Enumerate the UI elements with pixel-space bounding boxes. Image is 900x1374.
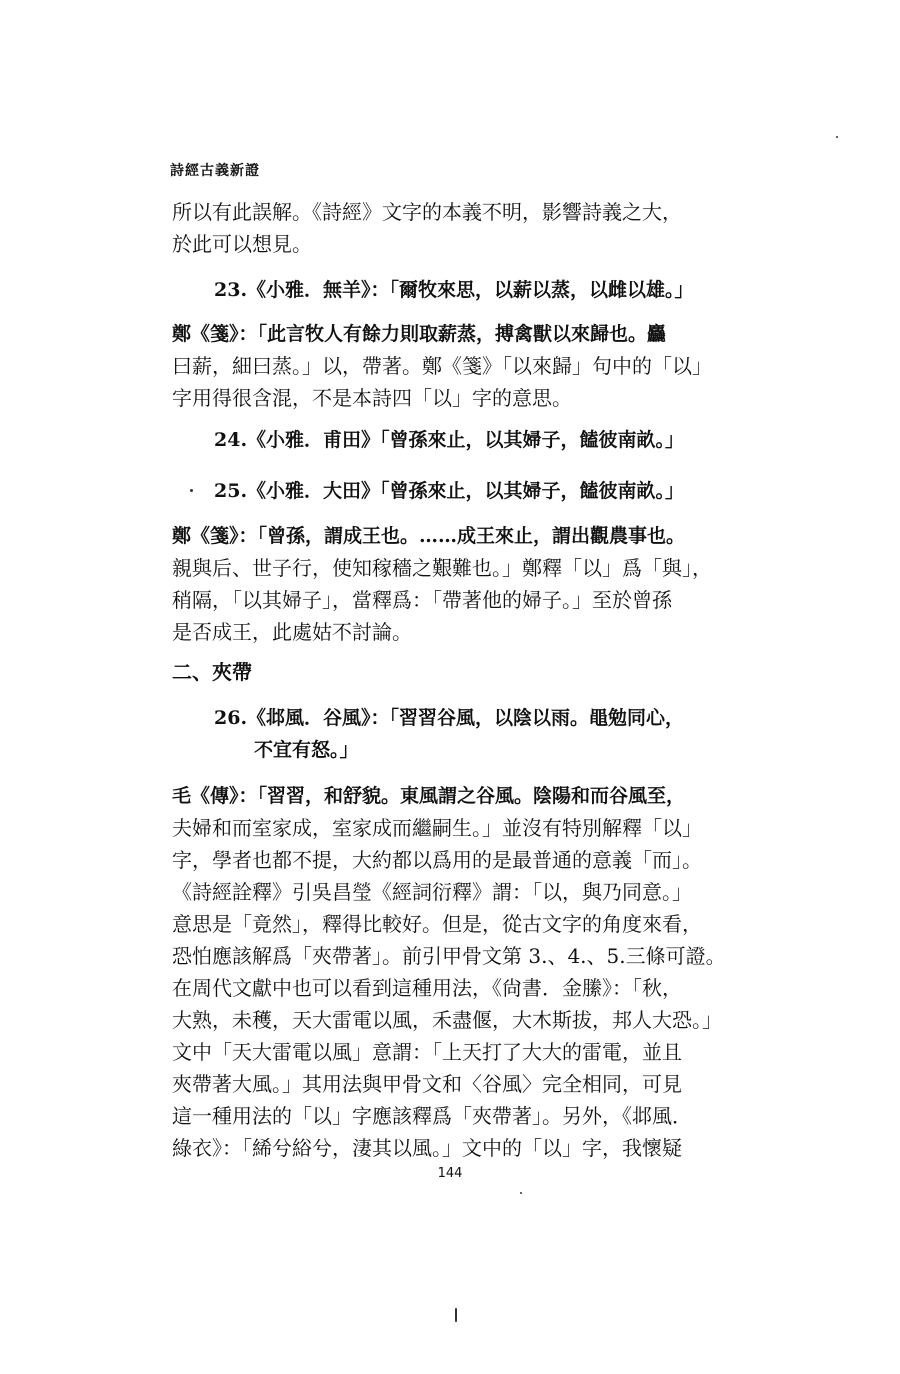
text-line: 夫婦和而室家成，室家成而繼嗣生。」並沒有特別解釋「以」	[172, 816, 702, 840]
text-line: 25.《小雅．大田》「曾孫來止，以其婦子，饁彼南畝。」	[214, 480, 685, 502]
text-line: 字，學者也都不提，大約都以爲用的是最普通的意義「而」。	[172, 848, 702, 872]
section-heading: 二、夾帶	[172, 660, 252, 684]
text-line: 曰薪，細曰蒸。」以，帶著。鄭《箋》「以來歸」句中的「以」	[172, 354, 712, 378]
text-line: 這一種用法的「以」字應該釋爲「夾帶著」。另外，《邶風．	[172, 1104, 692, 1128]
text-line: 稍隔，「以其婦子」，當釋爲：「帶著他的婦子。」至於曾孫	[172, 588, 672, 612]
text-line: 在周代文獻中也可以看到這種用法，《尙書．金縢》：「秋，	[172, 976, 682, 1000]
text-line: 恐怕應該解爲「夾帶著」。前引甲骨文第 3.、4.、5.三條可證。	[172, 944, 726, 968]
text-line: 23.《小雅．無羊》：「爾牧來思，以薪以蒸，以雌以雄。」	[214, 279, 694, 301]
text-line: 文中「天大雷電以風」意謂：「上天打了大大的雷電，並且	[172, 1040, 682, 1064]
paragraph-commentary-mao	[172, 780, 772, 1164]
text-line: 大熟，未穫，天大雷電以風，禾盡偃，大木斯拔，邦人大恐。」	[172, 1008, 722, 1032]
quotation-26	[214, 702, 774, 766]
text-line: 毛《傳》：「習習，和舒貌。東風謂之谷風。陰陽和而谷風至，	[172, 785, 686, 807]
text-line: 26.《邶風．谷風》：「習習谷風，以陰以雨。黽勉同心，	[214, 707, 685, 729]
text-line: 不宜有怒。」	[254, 739, 359, 761]
text-line: 24.《小雅．甫田》「曾孫來止，以其婦子，饁彼南畝。」	[214, 429, 685, 451]
scan-speck	[836, 136, 838, 138]
quotation-23	[214, 274, 774, 306]
text-line: 所以有此誤解。《詩經》文字的本義不明，影響詩義之大，	[172, 200, 682, 224]
text-line: 於此可以想見。	[172, 232, 312, 256]
text-line: 親與后、世子行，使知稼穡之艱難也。」鄭釋「以」爲「與」，	[172, 556, 712, 580]
scan-speck	[520, 1192, 522, 1194]
text-line: 字用得很含混，不是本詩四「以」字的意思。	[172, 386, 572, 410]
text-line: 鄭《箋》：「曾孫，謂成王也。……成王來止，謂出觀農事也。	[172, 525, 686, 547]
text-line: 是否成王，此處姑不討論。	[172, 620, 412, 644]
paragraph-commentary-zheng-1	[172, 318, 772, 414]
text-line: 意思是「竟然」，釋得比較好。但是，從古文字的角度來看，	[172, 912, 702, 936]
running-header: 詩經古義新證	[170, 163, 260, 179]
text-line: 綠衣》：「絺兮綌兮，淒其以風。」文中的「以」字，我懷疑	[172, 1136, 682, 1160]
text-line: 夾帶著大風。」其用法與甲骨文和〈谷風〉完全相同，可見	[172, 1072, 682, 1096]
paragraph-intro	[172, 196, 772, 260]
paragraph-commentary-zheng-2	[172, 520, 772, 648]
quotation-24	[214, 424, 774, 456]
text-line: 鄭《箋》：「此言牧人有餘力則取薪蒸，搏禽獸以來歸也。麤	[172, 323, 667, 345]
text-line: 《詩經詮釋》引吳昌瑩《經詞衍釋》謂：「以，與乃同意。」	[172, 880, 692, 904]
scan-speck	[190, 489, 193, 492]
scan-speck	[455, 1308, 457, 1322]
quotation-25	[214, 475, 774, 507]
page-number: 144	[437, 1166, 463, 1181]
